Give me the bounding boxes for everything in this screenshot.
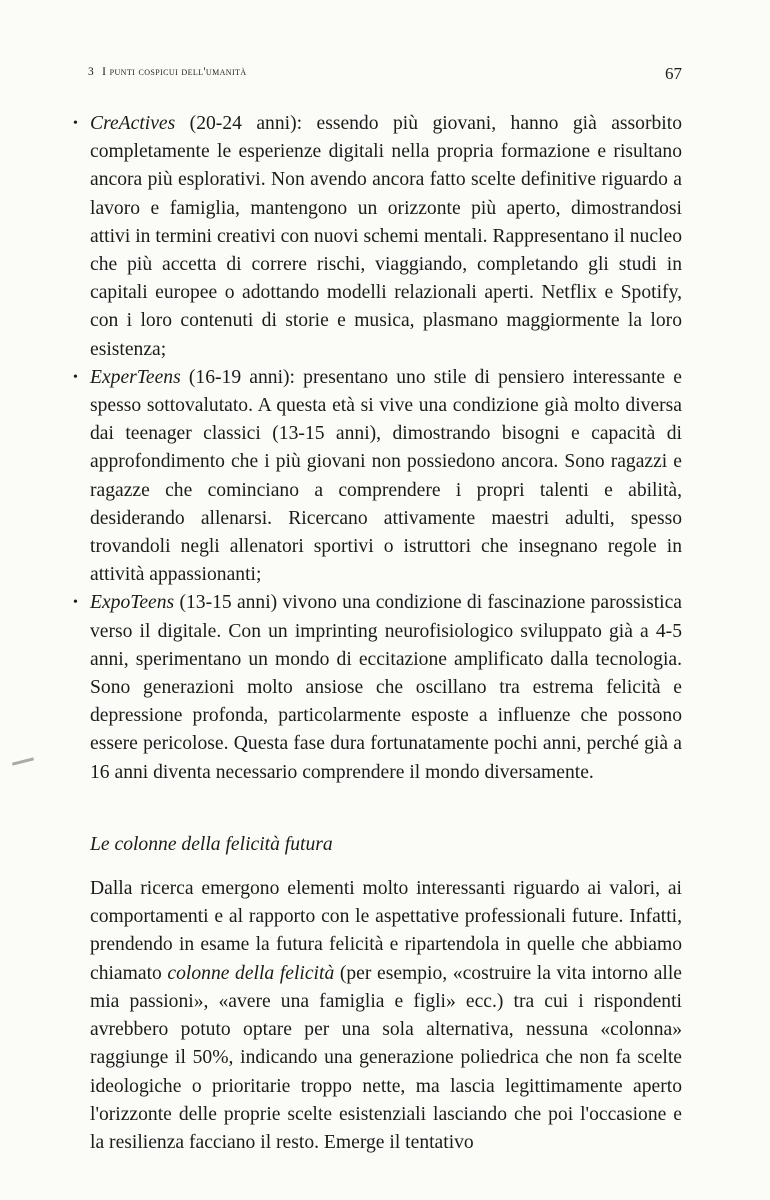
section-paragraph: [90, 875, 682, 1157]
list-item-expoteens: [73, 589, 682, 786]
running-head: [88, 66, 682, 84]
chapter-number: 3: [88, 66, 95, 78]
item-text: (16-19 anni): presentano uno stile di pensiero interessante e spesso sottovalutato. A questa età si vive una condizione già molto diversa dai teenager classici (13-15 anni), dimostrando bisogni e capacità di approfondimento che i più giovani non possiedono ancora. Sono ragazzi e ragazze che cominciano a comprendere i propri talenti e abilità, desiderando allenarsi. Ricercano attivamente maestri adulti, spesso trovandoli negli allenatori sportivi o istruttori che insegnano regole in attività appassionanti;: [90, 366, 682, 586]
item-text: (20-24 anni): essendo più giovani, hanno già assorbito completamente le esperienze digitali nella propria formazione e risultano ancora più esplorativi. Non avendo ancora fatto scelte definitive riguardo a lavoro e famiglia, mantengono un orizzonte più aperto, dimostrandosi attivi in termini creativi con nuovi schemi mentali. Rappresentano il nucleo che più accetta di correre rischi, viaggiando, completando gli studi in capitali europee o adottando modelli relazionali aperti. Netflix e Spotify, con i loro contenuti di storie e musica, plasmano maggiormente la loro esistenza;: [90, 113, 682, 360]
term-expoteens: ExpoTeens: [90, 592, 175, 614]
item-text: (13-15 anni) vivono una condizione di fascinazione parossistica verso il digitale. Con un imprinting neurofisiologico sviluppato già a 4-5 anni, sperimentano un mondo di eccitazione amplificato dalla tecnologia. Sono generazioni molto ansiose che oscillano tra estrema felicità e depressione profonda, particolarmente esposte a influenze che possono essere pericolose. Questa fase dura fortunatamente pochi anni, perché già a 16 anni diventa necessario comprendere il mondo diversamente.: [90, 592, 682, 783]
paragraph-text-start: Dalla ricerca emergono elementi molto interessanti riguardo ai valori, ai comportamenti e al rapporto con le aspettative professionali future. Infatti, prendendo in esame la futura felicità e ripartendola in quelle che abbiamo chiamato: [90, 878, 682, 984]
chapter-header: [88, 66, 247, 78]
bullet-icon: •: [73, 116, 78, 131]
page-body: [73, 110, 682, 1157]
term-experteens: ExperTeens: [90, 366, 181, 388]
chapter-title: I punti cospicui dell'umanità: [102, 66, 247, 78]
paragraph-emphasis: colonne della felicità: [167, 962, 335, 984]
list-item-creactives: [73, 110, 682, 364]
margin-pencil-mark: [12, 757, 34, 765]
list-item-experteens: [73, 364, 682, 590]
bullet-icon: •: [73, 595, 78, 611]
paragraph-text-end: (per esempio, «costruire la vita intorno alle mia passioni», «avere una famiglia e figli» ecc.) tra cui i rispondenti avrebbero potuto optare per una sola alternativa, nessuna «colonna» raggiunge il 50%, indicando una generazione poliedrica che non fa scelte ideologiche o prioritarie troppo nette, ma lascia legittimamente aperto l'orizzonte delle proprie scelte esistenziali lasciando che poi l'occasione e la resilienza facciano il resto. Emerge il tentativo: [90, 962, 682, 1153]
section-heading: Le colonne della felicità futura: [90, 833, 333, 855]
page-number: 67: [665, 64, 682, 83]
generation-list: [73, 110, 682, 787]
bullet-icon: •: [73, 369, 78, 385]
term-creactives: CreActives: [90, 113, 176, 134]
